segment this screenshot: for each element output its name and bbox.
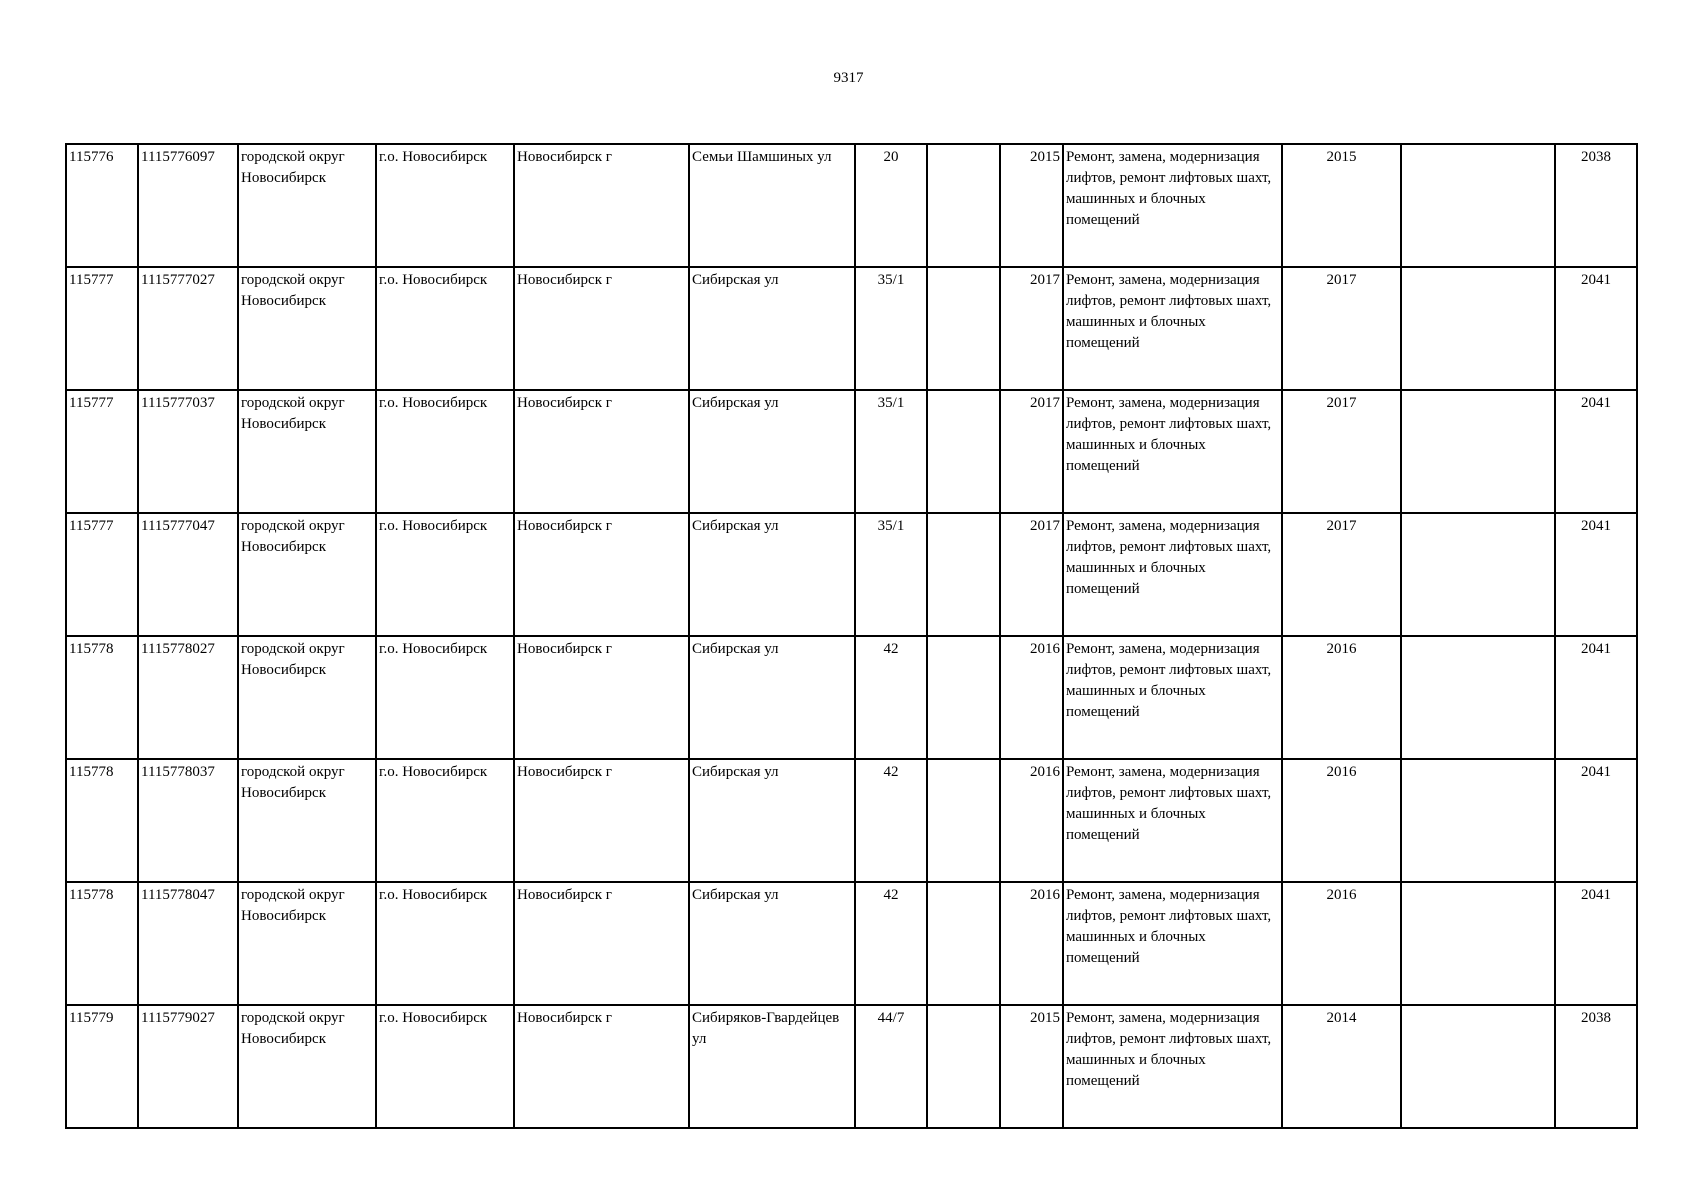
cell-district: г.о. Новосибирск — [376, 267, 514, 390]
registry-table-body — [66, 144, 1637, 1128]
cell-record-id: 115779 — [66, 1005, 138, 1128]
cell-locality: Новосибирск г — [514, 1005, 689, 1128]
cell-record-id: 115777 — [66, 513, 138, 636]
cell-empty — [927, 636, 1000, 759]
table-row — [66, 513, 1637, 636]
cell-district: г.о. Новосибирск — [376, 390, 514, 513]
cell-year: 2016 — [1000, 636, 1063, 759]
cell-empty-2 — [1401, 267, 1555, 390]
cell-house-number: 44/7 — [855, 1005, 927, 1128]
cell-street: Семьи Шамшиных ул — [689, 144, 855, 267]
cell-empty — [927, 390, 1000, 513]
cell-year: 2017 — [1000, 513, 1063, 636]
cell-element-code: 1115777027 — [138, 267, 238, 390]
cell-year-2: 2016 — [1282, 636, 1401, 759]
cell-record-id: 115778 — [66, 882, 138, 1005]
cell-year-2: 2015 — [1282, 144, 1401, 267]
table-row — [66, 759, 1637, 882]
cell-record-id: 115777 — [66, 267, 138, 390]
cell-element-code: 1115779027 — [138, 1005, 238, 1128]
cell-year-2: 2017 — [1282, 267, 1401, 390]
cell-record-id: 115777 — [66, 390, 138, 513]
cell-work-type: Ремонт, замена, модернизация лифтов, ремонт лифтовых шахт, машинных и блочных помещений — [1063, 513, 1282, 636]
cell-year: 2017 — [1000, 267, 1063, 390]
cell-empty-2 — [1401, 1005, 1555, 1128]
cell-element-code: 1115778027 — [138, 636, 238, 759]
cell-work-type: Ремонт, замена, модернизация лифтов, ремонт лифтовых шахт, машинных и блочных помещений — [1063, 1005, 1282, 1128]
cell-empty-2 — [1401, 636, 1555, 759]
cell-street: Сибирская ул — [689, 390, 855, 513]
cell-year-2: 2017 — [1282, 390, 1401, 513]
cell-district: г.о. Новосибирск — [376, 144, 514, 267]
cell-street: Сибиряков-Гвардейцев ул — [689, 1005, 855, 1128]
table-row — [66, 1005, 1637, 1128]
cell-district: г.о. Новосибирск — [376, 1005, 514, 1128]
cell-year: 2016 — [1000, 882, 1063, 1005]
table-row — [66, 882, 1637, 1005]
cell-element-code: 1115778037 — [138, 759, 238, 882]
cell-district: г.о. Новосибирск — [376, 759, 514, 882]
cell-locality: Новосибирск г — [514, 144, 689, 267]
cell-period-start: 2041 — [1555, 267, 1637, 390]
cell-work-type: Ремонт, замена, модернизация лифтов, ремонт лифтовых шахт, машинных и блочных помещений — [1063, 267, 1282, 390]
cell-house-number: 42 — [855, 759, 927, 882]
cell-locality: Новосибирск г — [514, 267, 689, 390]
cell-element-code: 1115777047 — [138, 513, 238, 636]
cell-work-type: Ремонт, замена, модернизация лифтов, ремонт лифтовых шахт, машинных и блочных помещений — [1063, 882, 1282, 1005]
cell-empty — [927, 759, 1000, 882]
cell-locality: Новосибирск г — [514, 882, 689, 1005]
cell-municipality: городской округ Новосибирск — [238, 390, 376, 513]
cell-house-number: 35/1 — [855, 513, 927, 636]
cell-work-type: Ремонт, замена, модернизация лифтов, ремонт лифтовых шахт, машинных и блочных помещений — [1063, 759, 1282, 882]
cell-empty-2 — [1401, 882, 1555, 1005]
cell-empty-2 — [1401, 144, 1555, 267]
cell-street: Сибирская ул — [689, 267, 855, 390]
cell-year: 2015 — [1000, 1005, 1063, 1128]
cell-year-2: 2016 — [1282, 759, 1401, 882]
cell-record-id: 115778 — [66, 759, 138, 882]
registry-table — [65, 143, 1638, 1129]
cell-municipality: городской округ Новосибирск — [238, 513, 376, 636]
table-row — [66, 636, 1637, 759]
cell-house-number: 42 — [855, 882, 927, 1005]
cell-year-2: 2014 — [1282, 1005, 1401, 1128]
cell-house-number: 35/1 — [855, 267, 927, 390]
cell-district: г.о. Новосибирск — [376, 882, 514, 1005]
cell-locality: Новосибирск г — [514, 759, 689, 882]
cell-work-type: Ремонт, замена, модернизация лифтов, ремонт лифтовых шахт, машинных и блочных помещений — [1063, 144, 1282, 267]
cell-year: 2016 — [1000, 759, 1063, 882]
cell-municipality: городской округ Новосибирск — [238, 144, 376, 267]
cell-municipality: городской округ Новосибирск — [238, 267, 376, 390]
cell-street: Сибирская ул — [689, 513, 855, 636]
cell-house-number: 42 — [855, 636, 927, 759]
cell-district: г.о. Новосибирск — [376, 513, 514, 636]
cell-street: Сибирская ул — [689, 882, 855, 1005]
cell-municipality: городской округ Новосибирск — [238, 1005, 376, 1128]
cell-period-start: 2041 — [1555, 390, 1637, 513]
cell-empty — [927, 1005, 1000, 1128]
cell-locality: Новосибирск г — [514, 390, 689, 513]
cell-period-start: 2038 — [1555, 144, 1637, 267]
cell-element-code: 1115778047 — [138, 882, 238, 1005]
cell-record-id: 115776 — [66, 144, 138, 267]
cell-empty-2 — [1401, 759, 1555, 882]
cell-year: 2015 — [1000, 144, 1063, 267]
cell-locality: Новосибирск г — [514, 513, 689, 636]
cell-period-start: 2041 — [1555, 513, 1637, 636]
table-row — [66, 390, 1637, 513]
table-row — [66, 144, 1637, 267]
cell-empty — [927, 144, 1000, 267]
cell-house-number: 35/1 — [855, 390, 927, 513]
cell-house-number: 20 — [855, 144, 927, 267]
cell-municipality: городской округ Новосибирск — [238, 636, 376, 759]
cell-year-2: 2017 — [1282, 513, 1401, 636]
cell-municipality: городской округ Новосибирск — [238, 759, 376, 882]
cell-work-type: Ремонт, замена, модернизация лифтов, ремонт лифтовых шахт, машинных и блочных помещений — [1063, 390, 1282, 513]
cell-record-id: 115778 — [66, 636, 138, 759]
cell-period-start: 2041 — [1555, 636, 1637, 759]
cell-year-2: 2016 — [1282, 882, 1401, 1005]
cell-empty-2 — [1401, 513, 1555, 636]
table-row — [66, 267, 1637, 390]
cell-year: 2017 — [1000, 390, 1063, 513]
cell-municipality: городской округ Новосибирск — [238, 882, 376, 1005]
cell-period-start: 2041 — [1555, 882, 1637, 1005]
cell-period-start: 2038 — [1555, 1005, 1637, 1128]
cell-district: г.о. Новосибирск — [376, 636, 514, 759]
cell-street: Сибирская ул — [689, 636, 855, 759]
cell-locality: Новосибирск г — [514, 636, 689, 759]
cell-empty — [927, 513, 1000, 636]
cell-work-type: Ремонт, замена, модернизация лифтов, ремонт лифтовых шахт, машинных и блочных помещений — [1063, 636, 1282, 759]
cell-element-code: 1115777037 — [138, 390, 238, 513]
cell-empty — [927, 267, 1000, 390]
cell-element-code: 1115776097 — [138, 144, 238, 267]
cell-empty — [927, 882, 1000, 1005]
cell-period-start: 2041 — [1555, 759, 1637, 882]
cell-empty-2 — [1401, 390, 1555, 513]
cell-street: Сибирская ул — [689, 759, 855, 882]
page-number: 9317 — [833, 70, 864, 86]
